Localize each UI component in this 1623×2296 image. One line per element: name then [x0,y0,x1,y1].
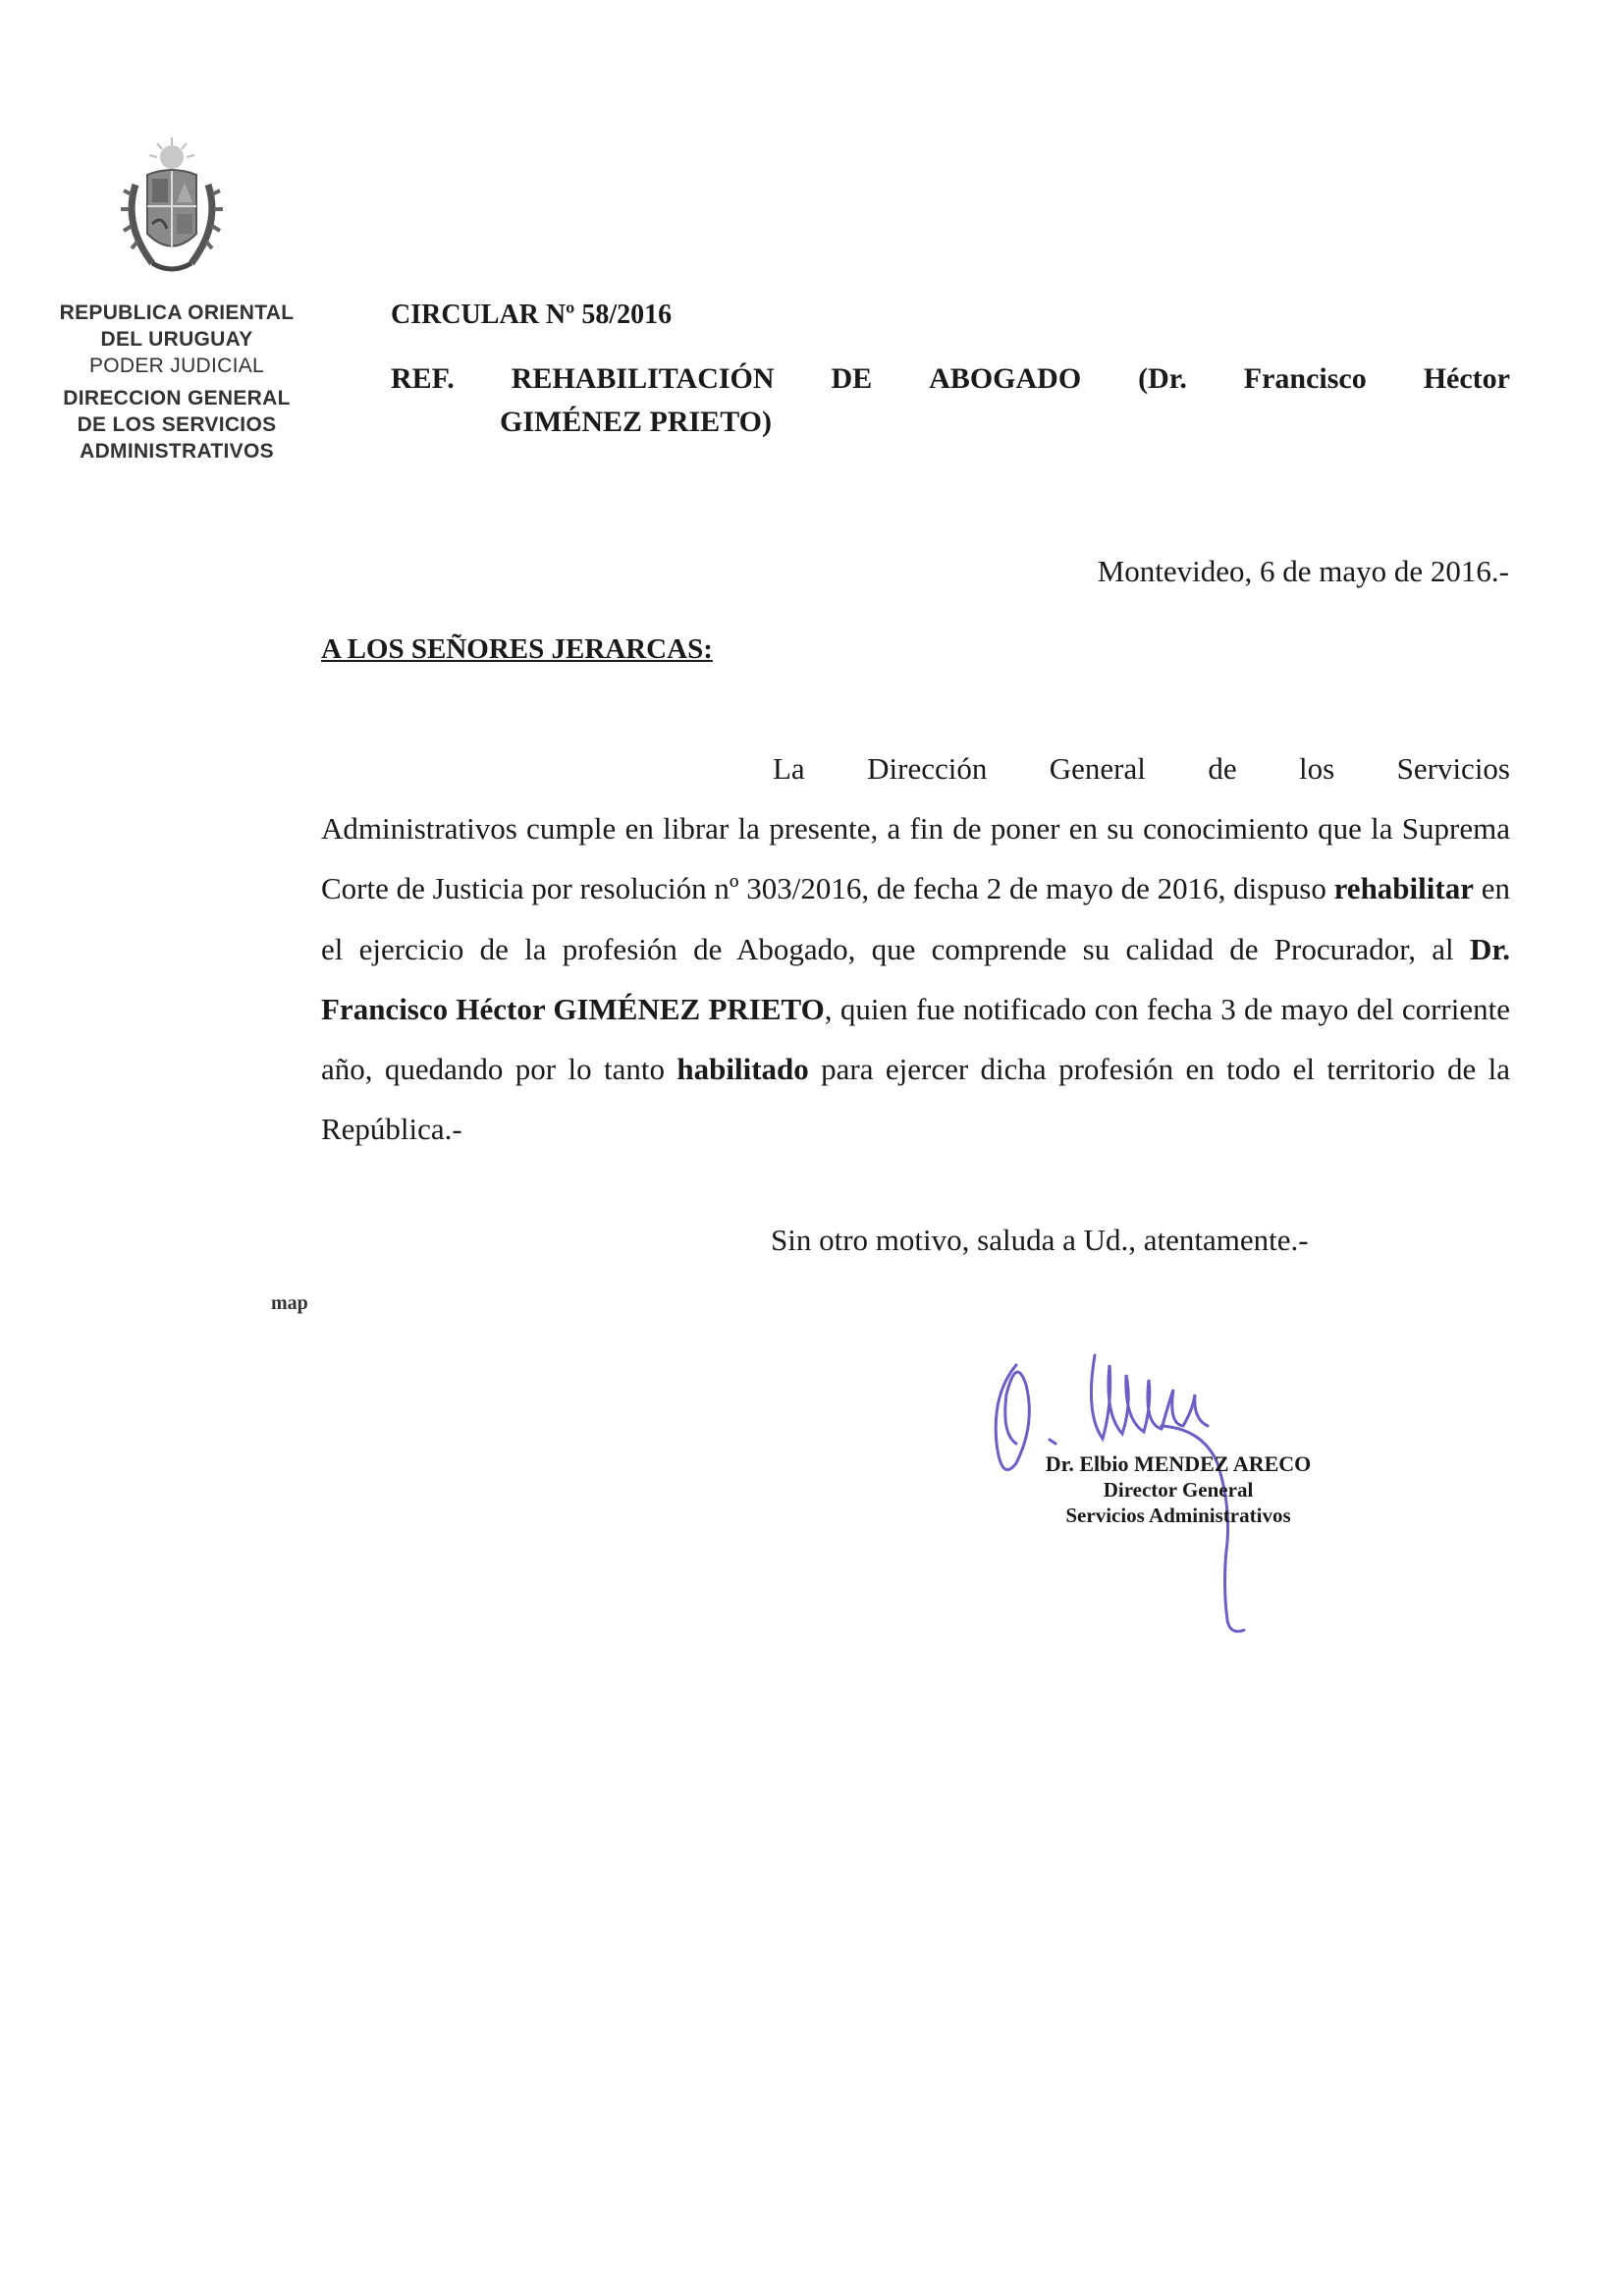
body-bold-name: Dr. Francisco Héctor GIMÉNEZ PRIETO [321,931,1510,1026]
body-part: , quien fue notificado con fecha 3 de mayo del corriente año, quedando por lo tanto [321,991,1510,1087]
ref-line-2: GIMÉNEZ PRIETO) [500,406,772,438]
letterhead-line: DIRECCION GENERAL [63,387,291,410]
signer-title: Director General [1103,1478,1254,1502]
body-bold-rehabilitar: rehabilitar [1333,871,1474,906]
body-part: Administrativos cumple en librar la presente, a fin de poner en su conocimiento que la Suprema Corte de Justicia por resolución nº 303/2016, de fecha 2 de mayo de 2016, dispuso [321,811,1510,906]
letterhead-line: REPUBLICA ORIENTAL [59,301,295,324]
signer-block [992,1451,1365,1528]
letterhead-line: DE LOS SERVICIOS [77,413,277,436]
body-text [321,738,1510,1159]
body-part: para ejercer dicha profesión en todo el territorio de la República.- [321,1052,1510,1147]
letterhead-line: DEL URUGUAY [100,328,253,351]
salutation: A LOS SEÑORES JERARCAS: [321,633,713,665]
ref-word: DE [831,362,873,395]
letterhead [54,300,299,465]
closing: Sin otro motivo, saluda a Ud., atentamente.- [771,1223,1309,1257]
ref-word: (Dr. [1138,362,1187,395]
signer-office: Servicios Administrativos [1065,1503,1291,1527]
ref-word: REHABILITACIÓN [511,362,775,395]
ref-word: Francisco [1243,362,1367,395]
body-part: en el ejercicio de la profesión de Abogado, que comprende su calidad de Procurador, al [321,871,1510,966]
body-line-1: La Dirección General de los Servicios [773,751,1510,786]
ref-word: ABOGADO [929,362,1082,395]
letterhead-line: ADMINISTRATIVOS [80,440,274,463]
typist-initials: map [271,1292,308,1314]
reference [391,357,1510,444]
body-bold-habilitado: habilitado [676,1052,809,1087]
coat-of-arms-icon [108,136,236,293]
ref-word: Héctor [1423,362,1510,395]
letterhead-line: PODER JUDICIAL [88,355,265,377]
ref-label: REF. [391,362,455,395]
circular-number: CIRCULAR Nº 58/2016 [391,300,673,330]
signer-name: Dr. Elbio MENDEZ ARECO [1045,1451,1312,1476]
date: Montevideo, 6 de mayo de 2016.- [1097,554,1509,588]
